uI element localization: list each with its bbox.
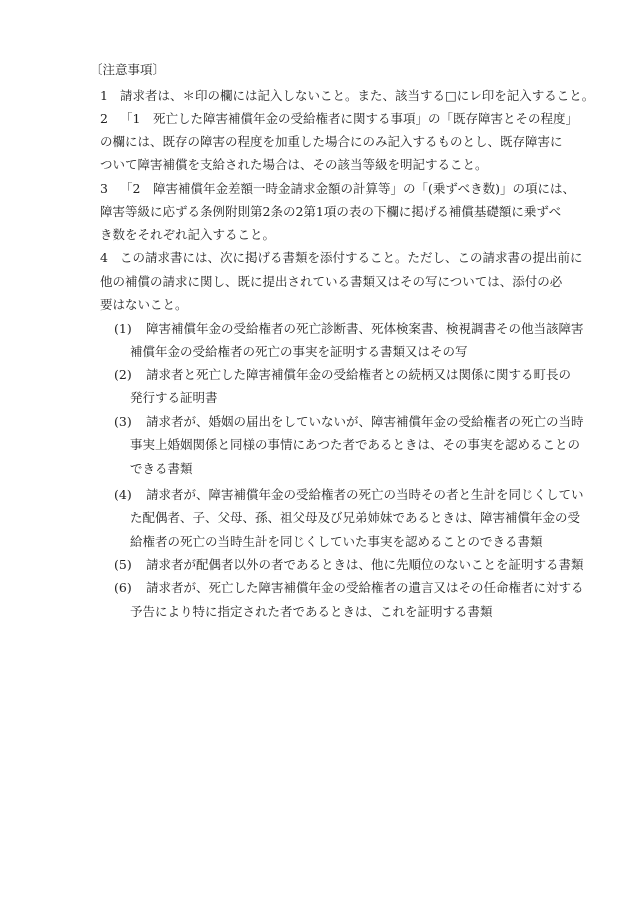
sub-item-number: (1) bbox=[114, 321, 132, 336]
note-line: 請求者は、＊印の欄には記入しないこと。また、該当する□にレ印を記入すること。 bbox=[120, 88, 595, 103]
note-line: 要はないこと。 bbox=[100, 297, 188, 312]
sub-item-line: できる書類 bbox=[130, 461, 193, 476]
note-line: 他の補償の請求に関し、既に提出されている書類又はその写については、添付の必 bbox=[100, 274, 563, 289]
sub-item-line: 給権者の死亡の当時生計を同じくしていた事実を認めることのできる書類 bbox=[130, 534, 543, 549]
sub-item-line: 予告により特に指定された者であるときは、これを証明する書類 bbox=[130, 604, 493, 619]
sub-item-number: (4) bbox=[114, 487, 132, 502]
note-number: 1 bbox=[100, 88, 108, 103]
note-line: き数をそれぞれ記入すること。 bbox=[100, 227, 276, 242]
sub-item-line: た配偶者、子、父母、孫、祖父母及び兄弟姉妹であるときは、障害補償年金の受 bbox=[130, 510, 581, 525]
sub-item-number: (5) bbox=[114, 557, 132, 572]
sub-item-line: 障害補償年金の受給権者の死亡診断書、死体検案書、検視調書その他当該障害 bbox=[146, 321, 584, 336]
note-line: ついて障害補償を支給された場合は、その該当等級を明記すること。 bbox=[100, 157, 488, 172]
sub-item-line: 請求者と死亡した障害補償年金の受給権者との続柄又は関係に関する町長の bbox=[146, 367, 572, 382]
note-line: 障害等級に応ずる条例附則第2条の2第1項の表の下欄に掲げる補償基礎額に乗ずべ bbox=[100, 204, 562, 219]
sub-item-line: 請求者が、障害補償年金の受給権者の死亡の当時その者と生計を同じくしてい bbox=[146, 487, 584, 502]
note-number: 2 bbox=[100, 111, 108, 126]
note-number: 4 bbox=[100, 250, 108, 265]
sub-item-line: 請求者が、死亡した障害補償年金の受給権者の遺言又はその任命権者に対する bbox=[146, 580, 584, 595]
sub-item-line: 請求者が、婚姻の届出をしていないが、障害補償年金の受給権者の死亡の当時 bbox=[146, 414, 584, 429]
sub-item-number: (3) bbox=[114, 414, 132, 429]
note-line: この請求書には、次に掲げる書類を添付すること。ただし、この請求書の提出前に bbox=[120, 250, 583, 265]
note-number: 3 bbox=[100, 181, 108, 196]
sub-item-number: (2) bbox=[114, 367, 132, 382]
sub-item-line: 請求者が配偶者以外の者であるときは、他に先順位のないことを証明する書類 bbox=[146, 557, 584, 572]
note-line: の欄には、既存の障害の程度を加重した場合にのみ記入するものとし、既存障害に bbox=[100, 134, 563, 149]
sub-item-line: 事実上婚姻関係と同様の事情にあつた者であるときは、その事実を認めることの bbox=[130, 437, 581, 452]
sub-item-number: (6) bbox=[114, 580, 132, 595]
note-line: 「1 死亡した障害補償年金の受給権者に関する事項」の「既存障害とその程度」 bbox=[120, 111, 578, 126]
notes-heading: 〔注意事項〕 bbox=[90, 62, 166, 77]
sub-item-line: 発行する証明書 bbox=[130, 390, 218, 405]
sub-item-line: 補償年金の受給権者の死亡の事実を証明する書類又はその写 bbox=[130, 344, 468, 359]
note-line: 「2 障害補償年金差額一時金請求金額の計算等」の「(乗ずべき数)」の項には、 bbox=[120, 181, 575, 196]
